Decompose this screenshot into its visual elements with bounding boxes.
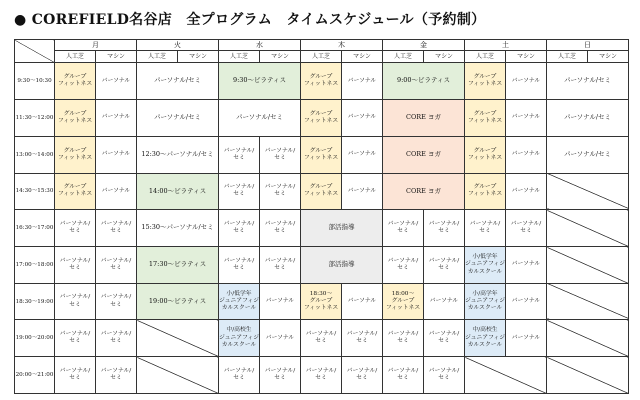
- class-cell[interactable]: 小/低学年 ジュニアフィジ カルスクール: [465, 247, 506, 284]
- class-cell[interactable]: パーソナル/ セミ: [424, 320, 465, 357]
- class-cell[interactable]: パーソナル/ セミ: [55, 247, 96, 284]
- class-cell[interactable]: グループ フィットネス: [465, 100, 506, 137]
- class-cell[interactable]: パーソナル: [96, 173, 137, 210]
- class-cell[interactable]: パーソナル/ セミ: [55, 357, 96, 394]
- class-cell[interactable]: パーソナル/ セミ: [342, 357, 383, 394]
- class-cell[interactable]: 中/高校生 ジュニアフィジ カルスクール: [219, 320, 260, 357]
- class-cell[interactable]: パーソナル/ セミ: [96, 283, 137, 320]
- class-cell[interactable]: パーソナル/セミ: [137, 100, 219, 137]
- class-cell[interactable]: パーソナル/ セミ: [383, 210, 424, 247]
- class-cell[interactable]: パーソナル/ セミ: [96, 210, 137, 247]
- class-cell[interactable]: パーソナル/ セミ: [55, 320, 96, 357]
- class-cell[interactable]: 小/低学年 ジュニアフィジ カルスクール: [219, 283, 260, 320]
- class-cell[interactable]: パーソナル: [506, 247, 547, 284]
- class-cell[interactable]: パーソナル: [342, 100, 383, 137]
- class-cell[interactable]: パーソナル/セミ: [219, 100, 301, 137]
- sub-header-turf: 人工芝: [219, 51, 260, 63]
- class-cell[interactable]: パーソナル: [342, 173, 383, 210]
- class-cell[interactable]: 9:00〜ピラティス: [383, 63, 465, 100]
- class-cell[interactable]: パーソナル/ セミ: [96, 320, 137, 357]
- class-cell[interactable]: CORE ヨガ: [383, 100, 465, 137]
- class-cell[interactable]: パーソナル/セミ: [137, 63, 219, 100]
- sub-header-machine: マシン: [506, 51, 547, 63]
- class-cell[interactable]: パーソナル/ セミ: [260, 210, 301, 247]
- class-cell[interactable]: パーソナル/ セミ: [260, 136, 301, 173]
- closed-cell: [547, 283, 629, 320]
- class-cell[interactable]: パーソナル: [424, 283, 465, 320]
- closed-cell: [547, 320, 629, 357]
- class-cell[interactable]: グループ フィットネス: [301, 100, 342, 137]
- schedule-table: [14, 39, 629, 394]
- class-cell[interactable]: パーソナル/ セミ: [301, 320, 342, 357]
- class-cell[interactable]: パーソナル: [342, 136, 383, 173]
- class-cell[interactable]: パーソナル/ セミ: [424, 357, 465, 394]
- sub-header-turf: 人工芝: [301, 51, 342, 63]
- class-cell[interactable]: パーソナル: [506, 173, 547, 210]
- class-cell[interactable]: グループ フィットネス: [55, 100, 96, 137]
- time-slot: 20:00〜21:00: [15, 357, 55, 394]
- class-cell[interactable]: パーソナル/ セミ: [342, 320, 383, 357]
- class-cell[interactable]: パーソナル/ セミ: [383, 320, 424, 357]
- page-title: ● COREFIELD名谷店 全プログラム タイムスケジュール（予約制）: [14, 12, 486, 28]
- class-cell[interactable]: 部活指導: [301, 247, 383, 284]
- class-cell[interactable]: 18:30〜 グループ フィットネス: [301, 283, 342, 320]
- class-cell[interactable]: CORE ヨガ: [383, 136, 465, 173]
- class-cell[interactable]: パーソナル: [260, 320, 301, 357]
- class-cell[interactable]: パーソナル/ セミ: [260, 247, 301, 284]
- class-cell[interactable]: パーソナル/ セミ: [96, 247, 137, 284]
- class-cell[interactable]: パーソナル/ セミ: [465, 210, 506, 247]
- class-cell[interactable]: パーソナル: [506, 320, 547, 357]
- time-slot: 11:30〜12:00: [15, 100, 55, 137]
- day-header-mon: 月: [55, 40, 137, 51]
- sub-header-turf: 人工芝: [137, 51, 178, 63]
- class-cell[interactable]: パーソナル: [96, 100, 137, 137]
- time-slot: 9:30〜10:30: [15, 63, 55, 100]
- class-cell[interactable]: 部活指導: [301, 210, 383, 247]
- class-cell[interactable]: パーソナル/ セミ: [383, 247, 424, 284]
- class-cell[interactable]: パーソナル/セミ: [547, 136, 629, 173]
- class-cell[interactable]: パーソナル/ セミ: [219, 247, 260, 284]
- sub-header-machine: マシン: [342, 51, 383, 63]
- class-cell[interactable]: パーソナル: [506, 283, 547, 320]
- class-cell[interactable]: パーソナル: [342, 283, 383, 320]
- class-cell[interactable]: パーソナル: [96, 136, 137, 173]
- time-slot: 17:00〜18:00: [15, 247, 55, 284]
- header-corner: [15, 40, 55, 63]
- class-cell[interactable]: グループ フィットネス: [465, 136, 506, 173]
- time-slot: 16:30〜17:00: [15, 210, 55, 247]
- class-cell[interactable]: 15:30〜パーソナル/セミ: [137, 210, 219, 247]
- sub-header-turf: 人工芝: [465, 51, 506, 63]
- class-cell[interactable]: パーソナル/ セミ: [506, 210, 547, 247]
- class-cell[interactable]: グループ フィットネス: [55, 63, 96, 100]
- class-cell[interactable]: パーソナル: [342, 63, 383, 100]
- class-cell[interactable]: パーソナル/ セミ: [219, 136, 260, 173]
- class-cell[interactable]: グループ フィットネス: [55, 173, 96, 210]
- class-cell[interactable]: 17:30〜ピラティス: [137, 247, 219, 284]
- closed-cell: [547, 173, 629, 210]
- class-cell[interactable]: パーソナル/セミ: [547, 100, 629, 137]
- sub-header-machine: マシン: [588, 51, 629, 63]
- class-cell[interactable]: パーソナル/ セミ: [424, 210, 465, 247]
- class-cell[interactable]: グループ フィットネス: [55, 136, 96, 173]
- class-cell[interactable]: 小/高学年 ジュニアフィジ カルスクール: [465, 283, 506, 320]
- class-cell[interactable]: 9:30〜ピラティス: [219, 63, 301, 100]
- sub-header-turf: 人工芝: [55, 51, 96, 63]
- class-cell[interactable]: パーソナル/ セミ: [219, 173, 260, 210]
- class-cell[interactable]: 14:00〜ピラティス: [137, 173, 219, 210]
- class-cell[interactable]: パーソナル: [506, 136, 547, 173]
- class-cell[interactable]: パーソナル: [260, 283, 301, 320]
- sub-header-machine: マシン: [178, 51, 219, 63]
- class-cell[interactable]: グループ フィットネス: [301, 173, 342, 210]
- day-header-sat: 土: [465, 40, 547, 51]
- sub-header-machine: マシン: [424, 51, 465, 63]
- class-cell[interactable]: グループ フィットネス: [465, 63, 506, 100]
- class-cell[interactable]: パーソナル: [506, 63, 547, 100]
- closed-cell: [465, 357, 547, 394]
- closed-cell: [547, 210, 629, 247]
- class-cell[interactable]: パーソナル/ セミ: [219, 210, 260, 247]
- day-header-wed: 水: [219, 40, 301, 51]
- sub-header-turf: 人工芝: [383, 51, 424, 63]
- class-cell[interactable]: パーソナル/ セミ: [55, 283, 96, 320]
- day-header-tue: 火: [137, 40, 219, 51]
- class-cell[interactable]: パーソナル/ セミ: [219, 357, 260, 394]
- class-cell[interactable]: グループ フィットネス: [301, 136, 342, 173]
- class-cell[interactable]: 中/高校生 ジュニアフィジ カルスクール: [465, 320, 506, 357]
- class-cell[interactable]: CORE ヨガ: [383, 173, 465, 210]
- class-cell[interactable]: パーソナル/ セミ: [424, 247, 465, 284]
- day-header-fri: 金: [383, 40, 465, 51]
- time-slot: 14:30〜15:30: [15, 173, 55, 210]
- day-header-sun: 日: [547, 40, 629, 51]
- class-cell[interactable]: 19:00〜ピラティス: [137, 283, 219, 320]
- sub-header-turf: 人工芝: [547, 51, 588, 63]
- class-cell[interactable]: パーソナル/ セミ: [301, 357, 342, 394]
- class-cell[interactable]: グループ フィットネス: [465, 173, 506, 210]
- closed-cell: [137, 357, 219, 394]
- class-cell[interactable]: パーソナル/ セミ: [260, 357, 301, 394]
- time-slot: 19:00〜20:00: [15, 320, 55, 357]
- time-slot: 13:00〜14:00: [15, 136, 55, 173]
- sub-header-machine: マシン: [260, 51, 301, 63]
- class-cell[interactable]: グループ フィットネス: [301, 63, 342, 100]
- class-cell[interactable]: パーソナル/ セミ: [55, 210, 96, 247]
- class-cell[interactable]: 12:30〜パーソナル/セミ: [137, 136, 219, 173]
- class-cell[interactable]: パーソナル/ セミ: [383, 357, 424, 394]
- class-cell[interactable]: パーソナル: [506, 100, 547, 137]
- time-slot: 18:30〜19:00: [15, 283, 55, 320]
- class-cell[interactable]: 18:00〜 グループ フィットネス: [383, 283, 424, 320]
- closed-cell: [137, 320, 219, 357]
- class-cell[interactable]: パーソナル/セミ: [547, 63, 629, 100]
- class-cell[interactable]: パーソナル/ セミ: [96, 357, 137, 394]
- day-header-thu: 木: [301, 40, 383, 51]
- closed-cell: [547, 247, 629, 284]
- closed-cell: [547, 357, 629, 394]
- class-cell[interactable]: パーソナル: [96, 63, 137, 100]
- sub-header-machine: マシン: [96, 51, 137, 63]
- class-cell[interactable]: パーソナル/ セミ: [260, 173, 301, 210]
